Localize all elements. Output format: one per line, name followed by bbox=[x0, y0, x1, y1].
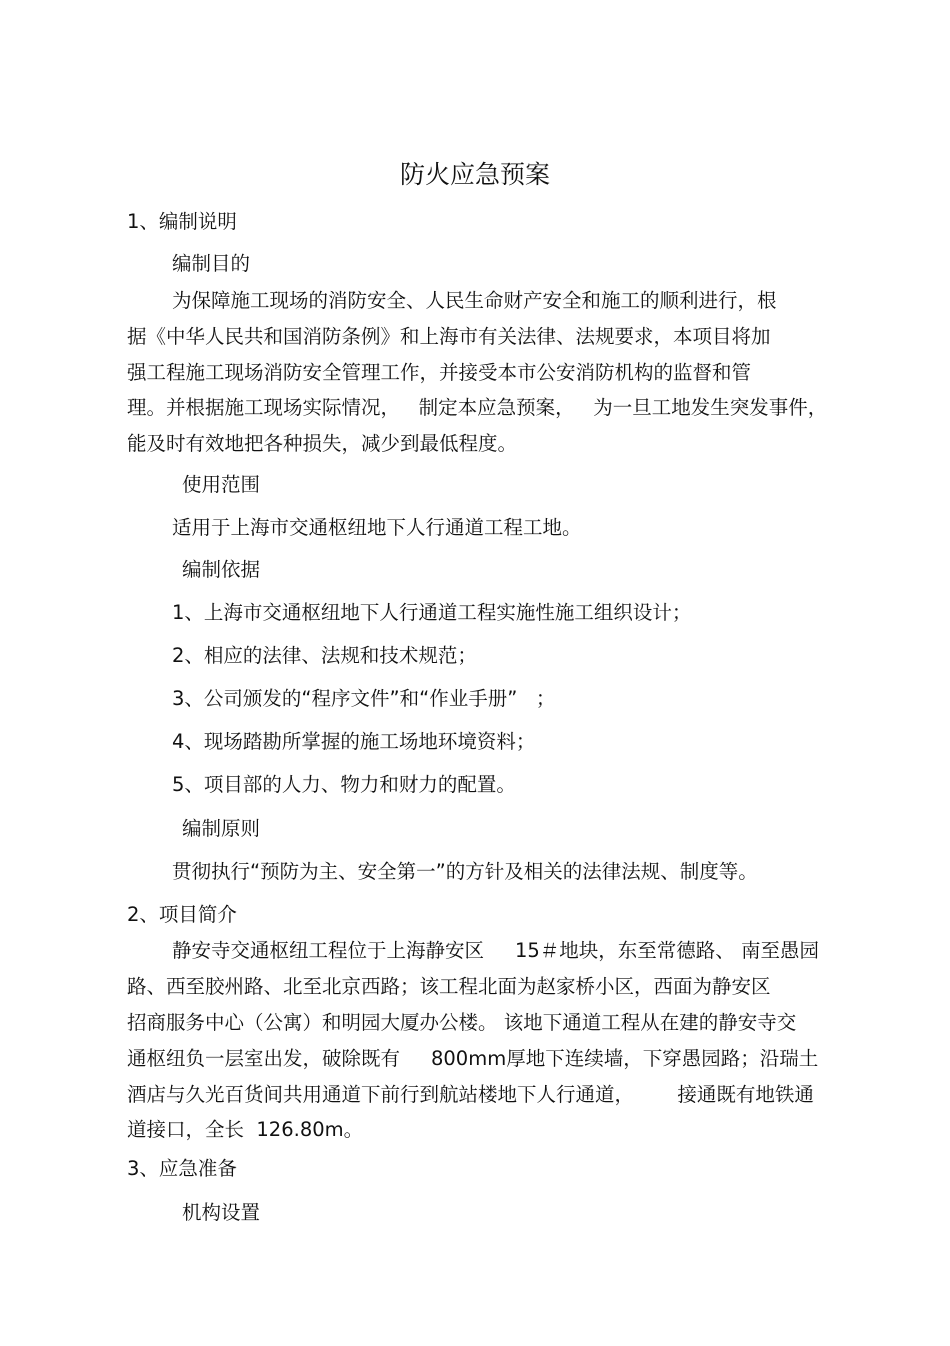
project-line: 路、西至胶州路、北至北京西路；该工程北面为赵家桥小区，西面为静安区 bbox=[127, 975, 771, 998]
purpose-line: 为保障施工现场的消防安全、人民生命财产安全和施工的顺利进行，根 bbox=[172, 289, 777, 312]
basis-item: 1、上海市交通枢纽地下人行通道工程实施性施工组织设计； bbox=[172, 601, 692, 624]
section-1-heading: 1、编制说明 bbox=[127, 210, 237, 233]
section-3-heading: 3、应急准备 bbox=[127, 1157, 237, 1180]
basis-item: 2、相应的法律、法规和技术规范； bbox=[172, 644, 477, 667]
basis-heading: 编制依据 bbox=[182, 558, 261, 581]
purpose-line: 能及时有效地把各种损失，减少到最低程度。 bbox=[127, 432, 518, 455]
basis-item: 4、现场踏勘所掌握的施工场地环境资料； bbox=[172, 730, 536, 753]
page-title: 防火应急预案 bbox=[399, 160, 550, 189]
project-line: 道接口，全长 126.80m。 bbox=[127, 1118, 364, 1141]
scope-text: 适用于上海市交通枢纽地下人行通道工程工地。 bbox=[172, 516, 582, 539]
scope-heading: 使用范围 bbox=[182, 473, 261, 496]
project-line: 招商服务中心（公寓）和明园大厦办公楼。 该地下通道工程从在建的静安寺交 bbox=[127, 1011, 797, 1034]
purpose-line: 强工程施工现场消防安全管理工作，并接受本市公安消防机构的监督和管 bbox=[127, 361, 752, 384]
basis-item: 5、项目部的人力、物力和财力的配置。 bbox=[172, 773, 516, 796]
section-2-heading: 2、项目简介 bbox=[127, 903, 237, 926]
principle-text: 贯彻执行“预防为主、安全第一”的方针及相关的法律法规、制度等。 bbox=[172, 860, 758, 883]
project-line: 静安寺交通枢纽工程位于上海静安区 15＃地块，东至常德路、 南至愚园 bbox=[172, 939, 820, 962]
purpose-line: 据《中华人民共和国消防条例》和上海市有关法律、法规要求，本项目将加 bbox=[127, 325, 771, 348]
purpose-line: 理。并根据施工现场实际情况， 制定本应急预案， 为一旦工地发生突发事件， bbox=[127, 396, 828, 419]
org-heading: 机构设置 bbox=[182, 1201, 261, 1224]
purpose-heading: 编制目的 bbox=[172, 252, 251, 275]
basis-item: 3、公司颁发的“程序文件”和“作业手册” ； bbox=[172, 687, 556, 710]
principle-heading: 编制原则 bbox=[182, 817, 261, 840]
project-line: 酒店与久光百货间共用通道下前行到航站楼地下人行通道， 接通既有地铁通 bbox=[127, 1083, 814, 1106]
project-line: 通枢纽负一层室出发，破除既有 800mm厚地下连续墙，下穿愚园路；沿瑞土 bbox=[127, 1047, 819, 1070]
